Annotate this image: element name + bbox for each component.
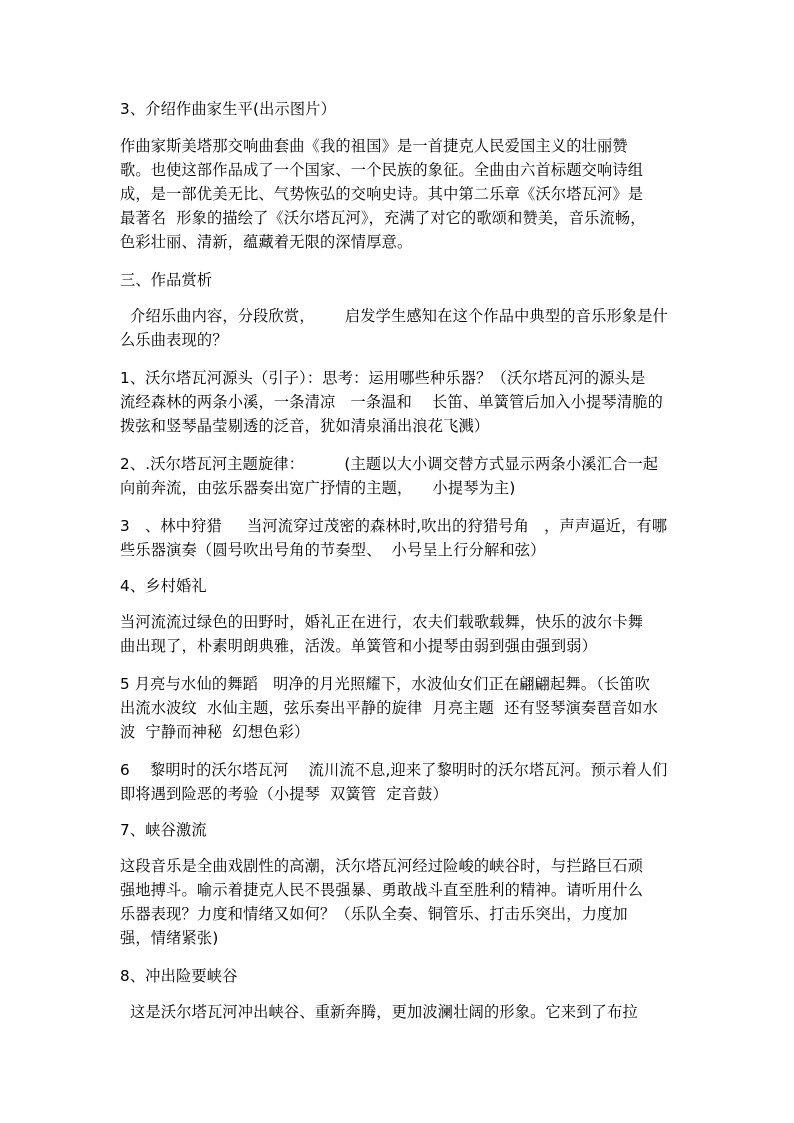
- text-line: 2、.沃尔塔瓦河主题旋律： (主题以大小调交替方式显示两条小溪汇合一起: [120, 455, 659, 473]
- paragraph-section-7-rapids: [120, 854, 680, 950]
- text-line: 乐器表现？力度和情绪又如何？（乐队全奏、铜管乐、打击乐突出，力度加: [120, 905, 628, 923]
- text-line: 7、峡谷激流: [120, 821, 207, 839]
- heading-work-appreciation: [120, 268, 680, 292]
- text-line: 向前奔流，由弦乐器奏出宽广抒情的主题， 小提琴为主): [120, 479, 516, 497]
- text-line: 三、作品赏析: [120, 271, 213, 289]
- text-line: 波 宁静而神秘 幻想色彩）: [120, 723, 310, 741]
- text-line: 3 、林中狩猎 当河流穿过茂密的森林时,吹出的狩猎号角 ，声声逼近，有哪: [120, 517, 668, 535]
- text-line: 色彩壮丽、清新，蕴藏着无限的深情厚意。: [120, 233, 413, 251]
- paragraph-section-1-source: [120, 366, 680, 438]
- text-line: 曲出现了，朴素明朗典雅，活泼。单簧管和小提琴由弱到强由强到弱）: [120, 637, 598, 655]
- text-line: 歌。也使这部作品成了一个国家、一个民族的象征。全曲由六首标题交响诗组: [120, 161, 644, 179]
- text-line: 强地搏斗。喻示着捷克人民不畏强暴、勇敢战斗直至胜利的精神。请听用什么: [120, 881, 644, 899]
- text-line: 么乐曲表现的？: [120, 331, 228, 349]
- text-line: 些乐器演奏（圆号吹出号角的节奏型、 小号呈上行分解和弦）: [120, 541, 546, 559]
- text-line: 出流水波纹 水仙主题，弦乐奏出平静的旋律 月亮主题 还有竖琴演奏琶音如水: [120, 699, 658, 717]
- text-line: 当河流流过绿色的田野时，婚礼正在进行，农夫们载歌载舞，快乐的波尔卡舞: [120, 613, 644, 631]
- text-line: 8、冲出险要峡谷: [120, 967, 238, 985]
- paragraph-section-5-moon: [120, 672, 680, 744]
- text-line: 3、介绍作曲家生平(出示图片）: [120, 100, 337, 118]
- text-line: 拨弦和竖琴晶莹剔透的泛音，犹如清泉涌出浪花飞溅）: [120, 417, 490, 435]
- heading-section-8-gorge: [120, 964, 680, 988]
- text-line: 1、沃尔塔瓦河源头（引子）：思考：运用哪些种乐器？（沃尔塔瓦河的源头是: [120, 369, 646, 387]
- text-line: 成，是一部优美无比、气势恢弘的交响史诗。其中第二乐章《沃尔塔瓦河》是: [120, 185, 644, 203]
- paragraph-section-3-hunt: [120, 514, 680, 562]
- paragraph-intro-content: [120, 304, 680, 352]
- paragraph-section-8-gorge: [120, 1000, 680, 1024]
- text-line: 这段音乐是全曲戏剧性的高潮，沃尔塔瓦河经过险峻的峡谷时，与拦路巨石顽: [120, 857, 644, 875]
- text-line: 6 黎明时的沃尔塔瓦河 流川流不息,迎来了黎明时的沃尔塔瓦河。预示着人们: [120, 761, 668, 779]
- text-line: 即将遇到险恶的考验（小提琴 双簧管 定音鼓）: [120, 785, 448, 803]
- text-line: 这是沃尔塔瓦河冲出峡谷、重新奔腾，更加波澜壮阔的形象。它来到了布拉: [120, 1003, 638, 1021]
- text-line: 强，情绪紧张): [120, 929, 219, 947]
- text-line: 4、乡村婚礼: [120, 577, 207, 595]
- heading-section-4-wedding: [120, 574, 680, 598]
- text-line: 最著名 形象的描绘了《沃尔塔瓦河》，充满了对它的歌颂和赞美，音乐流畅，: [120, 209, 646, 227]
- paragraph-section-4-wedding: [120, 610, 680, 658]
- paragraph-section-2-theme: [120, 452, 680, 500]
- paragraph-composer-intro: [120, 134, 680, 254]
- text-line: 5 月亮与水仙的舞蹈 明净的月光照耀下，水波仙女们正在翩翩起舞。（长笛吹: [120, 675, 651, 693]
- paragraph-section-6-dawn: [120, 758, 680, 806]
- text-line: 流经森林的两条小溪，一条清凉 一条温和 长笛、单簧管后加入小提琴清脆的: [120, 393, 663, 411]
- text-line: 作曲家斯美塔那交响曲套曲《我的祖国》是一首捷克人民爱国主义的壮丽赞: [120, 137, 628, 155]
- heading-composer-bio: [120, 97, 680, 121]
- heading-section-7-rapids: [120, 818, 680, 842]
- text-line: 介绍乐曲内容，分段欣赏， 启发学生感知在这个作品中典型的音乐形象是什: [120, 307, 669, 325]
